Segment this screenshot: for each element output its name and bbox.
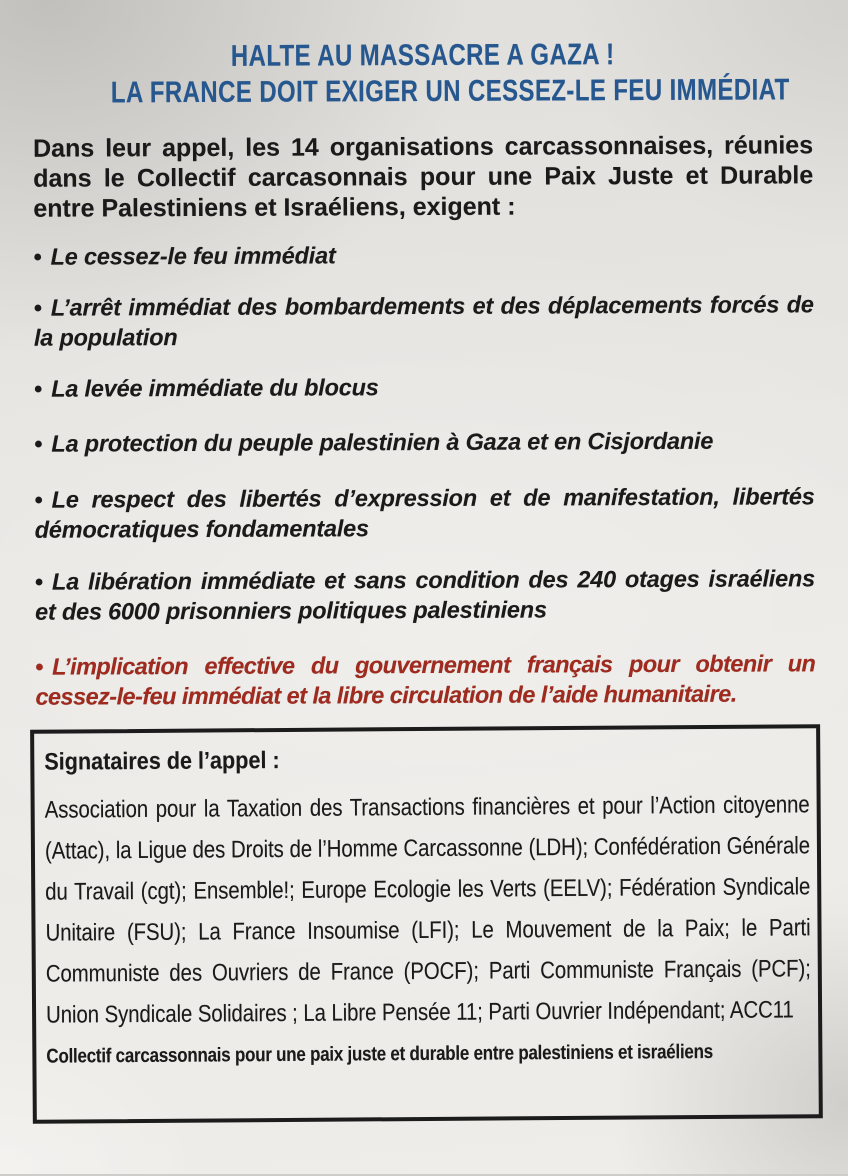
bullet-icon: •	[34, 430, 43, 457]
demand-item-government-implication	[35, 648, 815, 711]
demand-text: Le cessez-le feu immédiat	[50, 242, 336, 270]
intro-paragraph: Dans leur appel, les 14 organisations carcassonnaises, réunies dans le Collectif carcasonnais pour une Paix Juste et Durable entre Palestiniens et Israéliens, exigent :	[33, 131, 814, 223]
title-line-1: HALTE AU MASSACRE A GAZA !	[230, 38, 615, 73]
demand-item-ceasefire	[33, 238, 813, 271]
demand-item-protection	[34, 425, 814, 458]
demand-item-bombings	[34, 289, 814, 352]
demand-item-blockade	[34, 370, 814, 403]
demand-text: La libération immédiate et sans condition des 240 otages israéliens et des 6000 prisonniers politiques palestiniens	[35, 565, 816, 625]
signatories-body: Association pour la Taxation des Transactions financières et pour l’Action citoyenne (Attac), la Ligue des Droits de l’Homme Carcassonne (LDH); Confédération Générale du Travail (cgt); Ensemble!; Europe Ecologie les Verts (EELV); Fédération Syndicale Unitaire (FSU); La France Insoumise (LFI); Le Mouvement de la Paix; le Parti Communiste des Ouvriers de France (POCF); Parti Communiste Français (PCF); Union Syndicale Solidaires ; La Libre Pensée 11; Parti Ouvrier Indépendant; ACC11	[44, 791, 811, 1029]
bullet-icon: •	[34, 486, 43, 513]
bullet-icon: •	[34, 375, 43, 402]
page-title	[33, 36, 813, 111]
signatories-heading: Signataires de l’appel :	[44, 747, 280, 776]
demand-text: Le respect des libertés d’expression et de manifestation, libertés démocratiques fondamentales	[34, 483, 815, 543]
demand-text: La protection du peuple palestinien à Gaza et en Cisjordanie	[51, 427, 714, 457]
demands-list	[33, 238, 815, 711]
bullet-icon: •	[34, 568, 44, 595]
title-line-2: LA FRANCE DOIT EXIGER UN CESSEZ-LE FEU IMMÉDIAT	[110, 73, 790, 110]
signatories-box	[30, 724, 823, 1124]
bullet-icon: •	[33, 294, 42, 321]
bullet-icon: •	[35, 653, 44, 680]
demand-text: La levée immédiate du blocus	[51, 374, 379, 402]
demand-text: L’arrêt immédiat des bombardements et des déplacements forcés de la population	[33, 291, 814, 351]
bullet-icon: •	[33, 243, 42, 270]
signatories-footer: Collectif carcassonnais pour une paix juste et durable entre palestiniens et israéliens	[46, 1040, 714, 1068]
demand-text: L’implication effective du gouvernement français pour obtenir un cessez-le-feu immédiat et la libre circulation de l’aide humanitaire.	[35, 650, 816, 710]
demand-item-hostages-prisoners	[35, 563, 815, 626]
demand-item-liberties	[35, 481, 815, 544]
